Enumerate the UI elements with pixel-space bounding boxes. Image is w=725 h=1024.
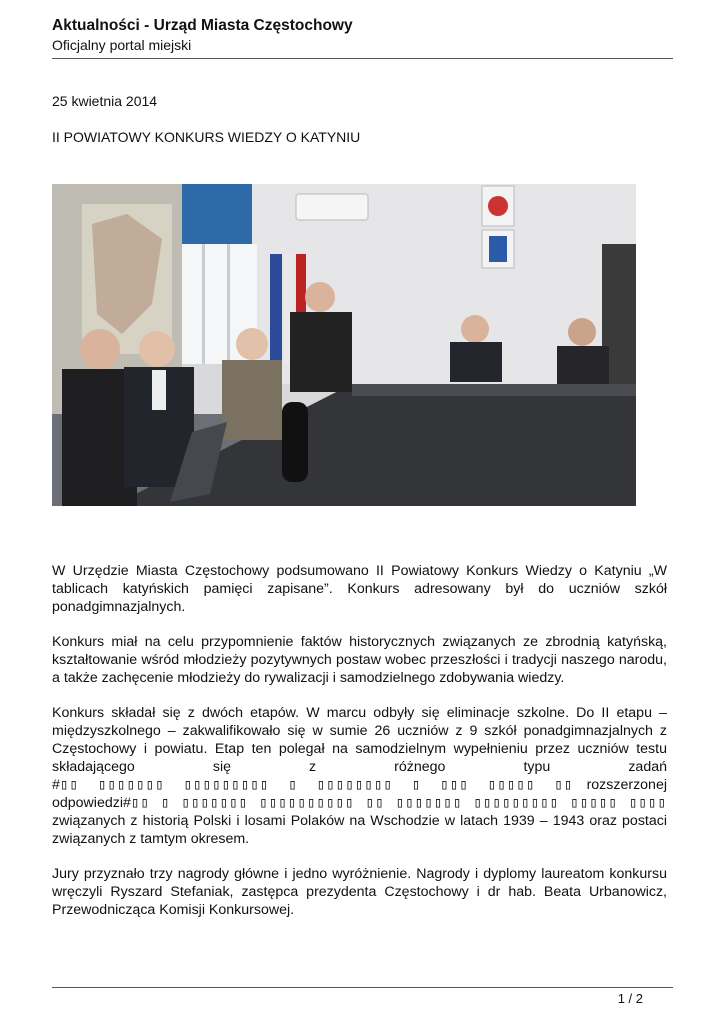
- paragraph-awards: Jury przyznało trzy nagrody główne i jedno wyróżnienie. Nagrody i dyplomy laureatom konkursu wręczyli Ryszard Stefaniak, zastępca prezydenta Częstochowy i dr hab. Beata Urbanowicz, Przewodnicząca Komisji Konkursowej.: [52, 866, 667, 918]
- document-page: [52, 0, 673, 1024]
- article-date: 25 kwietnia 2014: [52, 93, 158, 109]
- site-title: Aktualności - Urząd Miasta Częstochowy: [52, 17, 353, 34]
- paragraph-stages-text-a: Konkurs składał się z dwóch etapów. W marcu odbyły się eliminacje szkolne. Do II etapu – międzyszkolnego – zakwalifikowało się w sumie 26 uczniów z 9 szkół ponadgimnazjalnych z Częstochowy i powiatu. Etap ten polegał na samodzielnym wypełnieniu przez uczniów testu składającego się z różnego typu zadań #: [52, 705, 667, 793]
- paragraph-stages-text-c: związanych z historią Polski i losami Polaków na Wschodzie w latach 1939 – 1943 oraz postaci związanych z tamtym okresem.: [52, 813, 667, 847]
- garbled-text-2: ▯▯ ▯ ▯▯▯▯▯▯▯ ▯▯▯▯▯▯▯▯▯▯ ▯▯ ▯▯▯▯▯▯▯ ▯▯▯▯▯▯▯▯▯ ▯▯▯▯▯ ▯▯▯▯: [130, 795, 667, 811]
- article-title: II POWIATOWY KONKURS WIEDZY O KATYNIU: [52, 129, 361, 145]
- paragraph-stages-text-b: rozszerzonej odpowiedzi#: [52, 777, 667, 811]
- header-divider: [52, 58, 673, 59]
- paragraph-stages: [52, 704, 667, 848]
- page-number: 1 / 2: [617, 991, 643, 1006]
- footer-divider: [52, 987, 673, 988]
- article-body: [52, 562, 667, 936]
- site-subtitle: Oficjalny portal miejski: [52, 37, 192, 53]
- conference-room-photo: [52, 184, 636, 506]
- paragraph-intro: W Urzędzie Miasta Częstochowy podsumowano II Powiatowy Konkurs Wiedzy o Katyniu „W tablicach katyńskich pamięci zapisane”. Konkurs adresowany był do uczniów szkół ponadgimnazjalnych.: [52, 563, 667, 615]
- garbled-text-1: ▯▯ ▯▯▯▯▯▯▯ ▯▯▯▯▯▯▯▯▯ ▯ ▯▯▯▯▯▯▯▯ ▯ ▯▯▯ ▯▯▯▯▯ ▯▯: [59, 777, 574, 793]
- paragraph-goals: Konkurs miał na celu przypomnienie faktów historycznych związanych ze zbrodnią katyńską, kształtowanie wśród młodzieży pozytywnych postaw wobec przeszłości i tradycji naszego narodu, a także zachęcenie młodzieży do rywalizacji i samodzielnego zdobywania wiedzy.: [52, 634, 667, 686]
